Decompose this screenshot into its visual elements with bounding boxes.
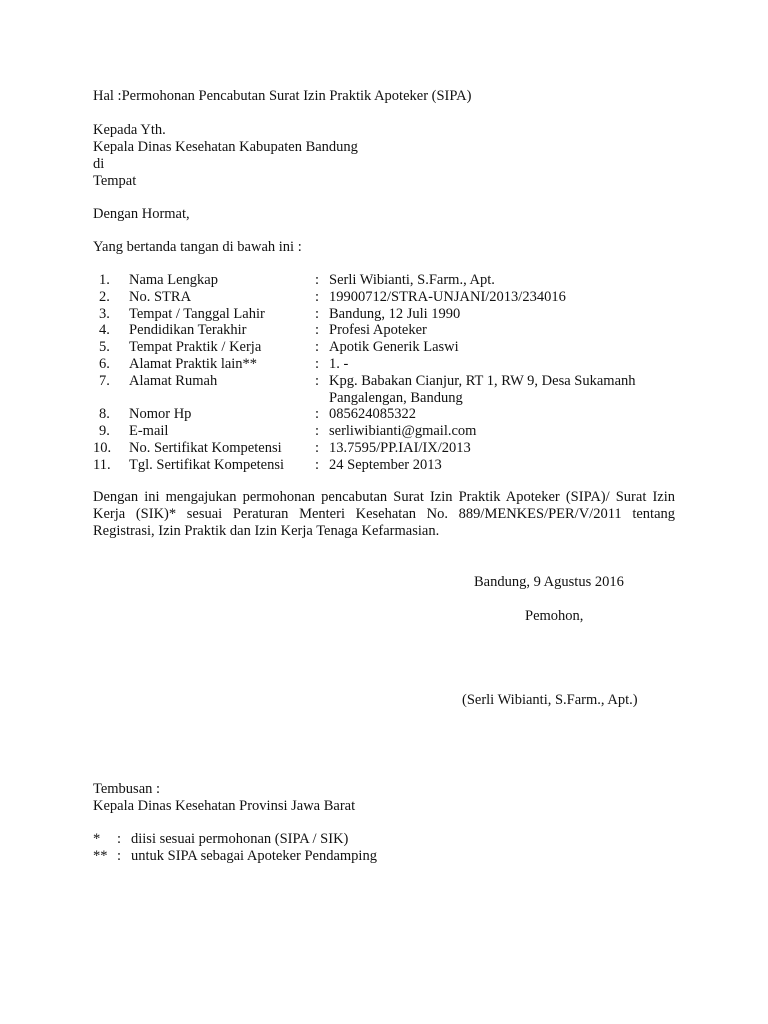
cc-recipient: Kepala Dinas Kesehatan Provinsi Jawa Barat <box>93 798 356 814</box>
field-colon: : <box>315 423 320 440</box>
field-row <box>93 356 693 373</box>
footnote-text: diisi sesuai permohonan (SIPA / SIK) <box>131 831 349 847</box>
footnotes <box>93 831 377 865</box>
field-row <box>93 272 693 289</box>
field-value: Apotik Generik Laswi <box>329 339 459 356</box>
field-colon: : <box>315 272 320 288</box>
field-row <box>93 322 693 339</box>
field-value: 085624085322 <box>329 406 416 423</box>
field-number: 8. <box>99 406 110 423</box>
field-value: 1. - <box>329 355 349 372</box>
field-value: serliwibianti@gmail.com <box>329 423 477 440</box>
field-value: 19900712/STRA-UNJANI/2013/234016 <box>329 288 566 305</box>
recipient-name: Kepala Dinas Kesehatan Kabupaten Bandung <box>93 139 358 155</box>
field-colon: : <box>315 355 320 372</box>
field-label: No. Sertifikat Kompetensi <box>129 439 282 456</box>
field-value: Profesi Apoteker <box>329 322 427 339</box>
field-row <box>93 339 693 356</box>
field-number: 2. <box>99 288 110 305</box>
field-label: Alamat Rumah <box>129 372 218 389</box>
field-row <box>93 423 693 440</box>
cc-label: Tembusan : <box>93 781 161 797</box>
footnote-mark: ** <box>93 847 108 864</box>
field-value: 13.7595/PP.IAI/IX/2013 <box>329 439 471 456</box>
field-colon: : <box>315 322 320 339</box>
field-number: 9. <box>99 423 110 440</box>
field-colon: : <box>315 406 320 423</box>
applicant-fields <box>93 272 693 474</box>
footnote-mark: * <box>93 831 101 847</box>
field-label: Nama Lengkap <box>129 272 218 288</box>
field-label: No. STRA <box>129 288 192 305</box>
field-number: 6. <box>99 355 110 372</box>
recipient-greeting: Kepada Yth. <box>93 122 166 138</box>
field-label: Tempat Praktik / Kerja <box>129 339 262 356</box>
footnote <box>93 831 377 848</box>
request-paragraph: Dengan ini mengajukan permohonan pencabutan Surat Izin Praktik Apoteker (SIPA)/ Surat Izin Kerja (SIK)* sesuai Peraturan Menteri Kesehatan No. 889/MENKES/PER/V/2011 tentang Registrasi, Izin Praktik dan Izin Kerja Tenaga Kefarmasian. <box>93 489 675 539</box>
field-label: Tgl. Sertifikat Kompetensi <box>129 456 285 473</box>
field-row <box>93 306 693 323</box>
field-number: 4. <box>99 322 110 339</box>
field-label: Tempat / Tanggal Lahir <box>129 305 265 322</box>
field-number: 10. <box>93 439 112 456</box>
field-colon: : <box>315 439 320 456</box>
field-value: Bandung, 12 Juli 1990 <box>329 305 461 322</box>
field-row <box>93 457 693 474</box>
field-number: 7. <box>99 372 110 389</box>
field-colon: : <box>315 305 320 322</box>
field-label: E-mail <box>129 423 169 440</box>
field-value: Serli Wibianti, S.Farm., Apt. <box>329 272 495 288</box>
field-colon: : <box>315 339 320 356</box>
field-row <box>93 289 693 306</box>
field-label: Alamat Praktik lain** <box>129 355 258 372</box>
field-row <box>93 373 693 407</box>
intro-line: Yang bertanda tangan di bawah ini : <box>93 239 302 255</box>
field-number: 5. <box>99 339 110 356</box>
footnote-colon: : <box>117 847 122 864</box>
footnote-text: untuk SIPA sebagai Apoteker Pendamping <box>131 847 377 864</box>
signature-name: (Serli Wibianti, S.Farm., Apt.) <box>462 692 638 708</box>
signature-role: Pemohon, <box>525 608 584 624</box>
field-number: 3. <box>99 305 110 322</box>
field-colon: : <box>315 456 320 473</box>
field-value: Kpg. Babakan Cianjur, RT 1, RW 9, Desa Sukamanh Pangalengan, Bandung <box>329 372 636 406</box>
field-row <box>93 406 693 423</box>
footnote <box>93 848 377 865</box>
field-colon: : <box>315 288 320 305</box>
field-number: 11. <box>93 456 111 473</box>
field-label: Nomor Hp <box>129 406 192 423</box>
field-label: Pendidikan Terakhir <box>129 322 247 339</box>
salutation: Dengan Hormat, <box>93 206 190 222</box>
field-colon: : <box>315 372 320 389</box>
subject-line: Hal :Permohonan Pencabutan Surat Izin Praktik Apoteker (SIPA) <box>93 88 472 104</box>
recipient-place: Tempat <box>93 173 137 189</box>
field-number: 1. <box>99 272 110 288</box>
signature-place-date: Bandung, 9 Agustus 2016 <box>474 574 624 590</box>
footnote-colon: : <box>117 831 122 847</box>
field-value: 24 September 2013 <box>329 456 442 473</box>
field-row <box>93 440 693 457</box>
recipient-at: di <box>93 156 105 172</box>
